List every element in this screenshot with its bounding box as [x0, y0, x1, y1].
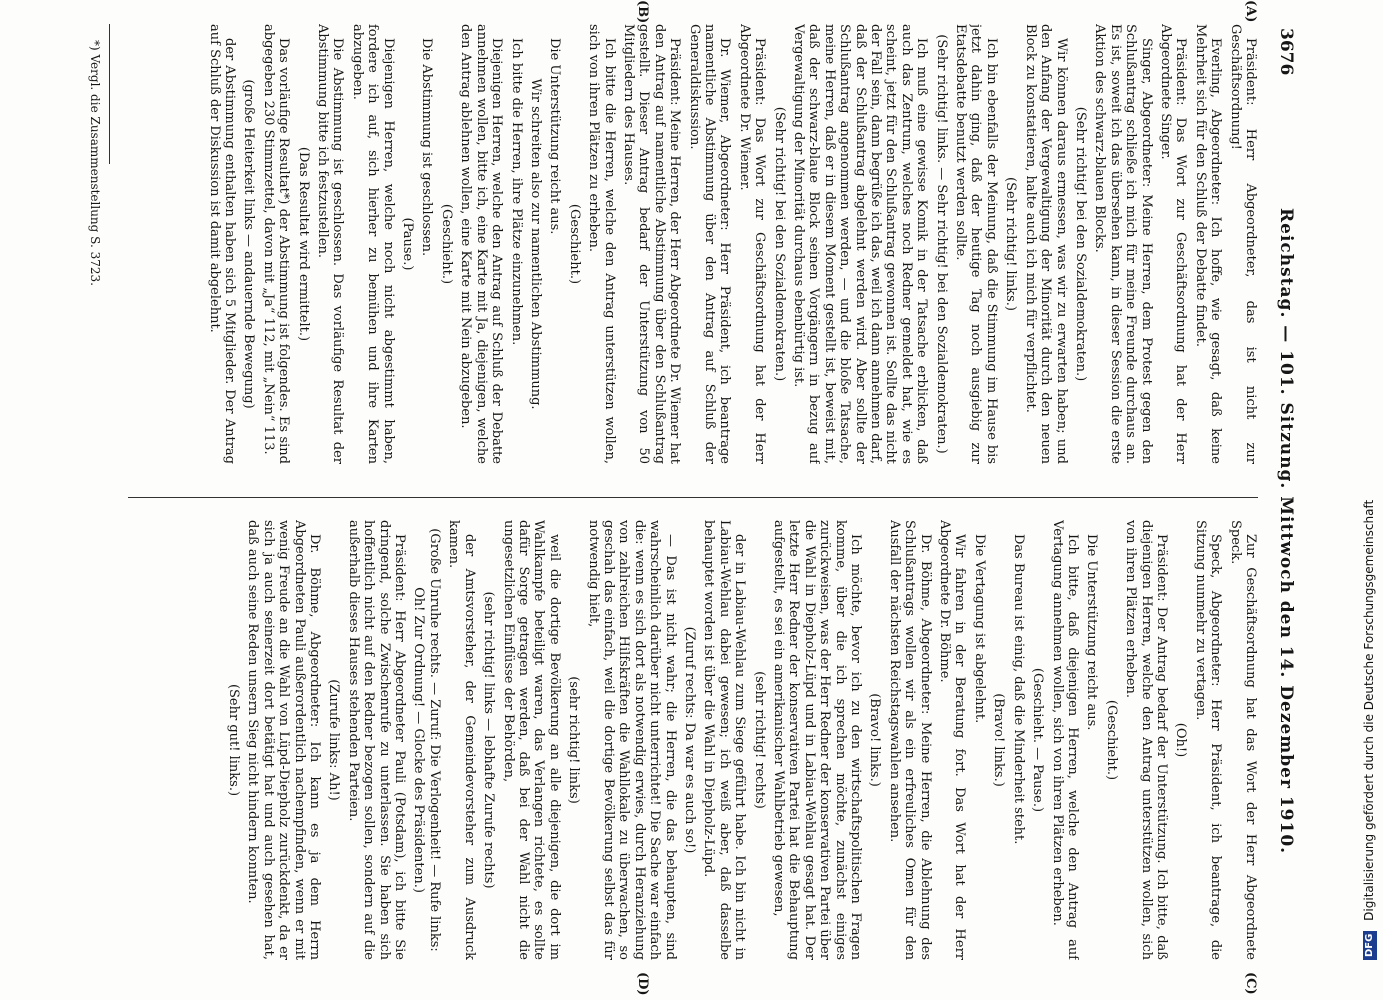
paragraph: (Das Resultat wird ermittelt.) [295, 146, 311, 342]
paragraph: Präsident: Das Wort zur Geschäftsordnung hat der Herr Abgeordnete Singer. [1157, 24, 1189, 464]
paragraph: Ich möchte, bevor ich zu den wirtschaftspolitischen Fragen komme, über die ich sprechen möchte, zunächst einiges zurückweisen, was der Herr Redner der konservativen Partei über die Wahl in Diepholz-Lüpd und in Labiau-Wehlau gesagt hat. Der letzte Herr Redner der konservativen Partei hat die Behauptung aufgestellt, es sei ein amerikanischer Wahlbetrieb gewesen, [771, 520, 864, 960]
paragraph: Ich bitte die Herren, ihre Plätze einzunehmen. [508, 38, 524, 346]
digitization-credit [1358, 0, 1380, 1000]
paragraph: Die Abstimmung ist geschlossen. Das vorläufige Resultat der Abstimmung bitte ich festzustellen. [315, 24, 346, 464]
paragraph: Die Unterstützung reicht aus. [1084, 534, 1100, 731]
paragraph: Ich bin ebenfalls der Meinung, daß die Stimmung im Hause bis jetzt dahin ging, daß der heutige Tag noch ausgiebig zur Etatsdebatte benutzt werden sollte. [953, 24, 999, 464]
paragraph: — Das ist nicht wahr; die Herren, die das behaupten, sind wahrscheinlich darüber nicht unterrichtet! Die Sache war einfach die: wenn es sich dort als notwendig erwies, durch Heranziehung von zahlreichen Hilfskräften die Wahllokale zu überwachen, so geschah das einfach, weil die dortige Bevölkerung selbst das für notwendig hielt, [585, 520, 678, 960]
column-divider [128, 497, 1258, 498]
right-column [118, 520, 1258, 960]
footnote: *) Vergl. die Zusammenstellung S. 3723. [88, 40, 102, 286]
footnote-divider [109, 24, 110, 164]
paragraph: (Zurufe links: Ah!) [326, 679, 342, 801]
paragraph: (sehr richtig! links — lebhafte Zurufe rechts) [481, 591, 497, 889]
paragraph: Dr. Böhme, Abgeordneter: Ich kann es ja dem Herrn Abgeordneten Pauli außerordentlich nachempfinden, wenn er mit wenig Freude an die Wahl von Lüpd-Diepholz zurückdenkt, da er sich ja auch seinerzeit dort betätigt hat und auch gesehen hat, daß auch seine Reden unsern Sieg nicht hindern konnten. [245, 520, 323, 960]
paragraph: (Sehr richtig! links. — Sehr richtig! bei den Sozialdemokraten.) [933, 34, 949, 454]
paragraph: Die Unterstützung reicht aus. [547, 38, 563, 235]
credit-text: Digitalisierung gefördert durch die Deutsche Forschungsgemeinschaft [1362, 499, 1376, 921]
paragraph: (Geschieht. — Pause.) [1030, 667, 1046, 813]
running-head [1270, 28, 1296, 972]
paragraph: Das Bureau ist einig, daß die Minderheit steht. [1010, 534, 1026, 845]
paragraph: Ich bitte, daß diejenigen Herren, welche den Antrag auf Vertagung annehmen wollen, sich von ihren Plätzen erheben. [1049, 520, 1080, 960]
paragraph: Zur Geschäftsordnung hat das Wort der Herr Abgeordnete Speck. [1227, 520, 1258, 960]
paragraph: der Amtsvorsteher, der Gemeindevorsteher zum Ausdruck kamen. [446, 520, 477, 960]
paragraph: (sehr richtig! links) [566, 676, 582, 804]
paragraph: (große Heiterkeit links — andauernde Bewegung) [241, 79, 257, 409]
page-title: Reichstag. — 101. Sitzung. Mittwoch den 14. Dezember 1910. [1276, 208, 1296, 855]
paragraph: Präsident: Meine Herren, der Herr Abgeordnete Dr. Wiemer hat den Antrag auf namentliche Abstimmung über den Schlußantrag gestellt. Dieser Antrag bedarf der Unterstützung von 50 Mitgliedern des Hauses. [620, 24, 683, 464]
paragraph: (Sehr richtig! bei den Sozialdemokraten.) [771, 106, 787, 382]
paragraph: (Geschieht.) [1103, 699, 1119, 781]
dfg-logo-icon: DFG [1363, 931, 1377, 960]
paragraph: (Große Unruhe rechts. — Zuruf: Die Verlogenheit! — Rufe links: Oh! Zur Ordnung! — Glocke des Präsidenten.) [411, 528, 442, 952]
paragraph: Das vorläufige Resultat*) der Abstimmung ist folgendes. Es sind abgegeben 230 Stimmzettel, davon mit „Ja“ 112, mit „Nein“ 113. [260, 24, 292, 464]
paragraph: Präsident: Der Antrag bedarf der Unterstützung. Ich bitte, daß diejenigen Herren, welche den Antrag unterstützen wollen, sich von ihren Plätzen erheben. [1123, 520, 1169, 960]
paragraph: Dr. Wiemer, Abgeordneter: Herr Präsident, ich beantrage namentliche Abstimmung über den Antrag auf Schluß der Generaldiskussion. [686, 24, 733, 464]
paragraph: der Abstimmung enthalten haben sich 5 Mitglieder. Der Antrag auf Schluß der Diskussion ist damit abgelehnt. [206, 24, 238, 464]
paragraph: Ich muß eine gewisse Komik in der Tatsache erblicken, daß auch das Zentrum, welches noch Redner gemeldet hat, wie es scheint, jetzt für den Schlußantrag gewonnen ist. Sollte das nicht der Fall sein, dann begrüße ich das, weil ich dann annehmen darf, daß der Schlußantrag abgelehnt werden wird. Aber sollte der Schlußantrag angenommen werden, — und die bloße Tatsache, meine Herren, daß er in diesem Moment gestellt ist, beweist mit, daß der schwarz-blaue Block seinen Vorgängern in bezug auf Vergewaltigung der Minorität durchaus ebenbürtig ist. [791, 24, 930, 464]
paragraph: Wir fahren in der Beratung fort. Das Wort hat der Herr Abgeordnete Dr. Böhme. [937, 520, 968, 960]
paragraph: Diejenigen Herren, welche den Antrag auf Schluß der Debatte annehmen wollen, bitte ich, eine Karte mit Ja, diejenigen, welche den Antrag ablehnen wollen, eine Karte mit Nein abzugeben. [458, 24, 505, 464]
paragraph: Präsident: Herr Abgeordneter, das ist nicht zur Geschäftsordnung! [1227, 24, 1258, 464]
left-column [118, 24, 1258, 464]
paragraph: (Zuruf rechts: Da war es auch so!) [682, 626, 697, 854]
paragraph: (sehr richtig! rechts) [751, 671, 767, 809]
margin-marker-b: (B) [635, 0, 650, 24]
margin-marker-a: (A) [1243, 0, 1258, 23]
paragraph: Präsident: Herr Abgeordneter Pauli (Potsdam), ich bitte Sie dringend, solche Zwischenrufe zu unterlassen. Sie haben sich hoffentlich nicht auf den Redner bezogen sollen, sondern auf die außerhalb dieses Hauses stehenden Parteien. [345, 520, 408, 960]
paragraph: Wir schreiten also zur namentlichen Abstimmung. [527, 78, 543, 410]
margin-marker-c: (C) [1243, 972, 1258, 995]
paragraph: Wir können daraus ermessen, was wir zu erwarten haben; und den Anfang der Vergewaltigung der Minorität durch den neuen Block zu konstatieren, halte auch ich mich für verpflichtet. [1022, 24, 1069, 464]
paragraph: (Geschieht.) [566, 203, 582, 285]
paragraph: Die Abstimmung ist geschlossen. [419, 38, 435, 257]
paragraph: (Sehr gut! links.) [226, 683, 242, 797]
paragraph: Everling, Abgeordneter: Ich hoffe, wie gesagt, daß keine Mehrheit sich für den Schluß der Debatte findet. [1192, 24, 1224, 464]
paragraph: (Bravo! links.) [867, 693, 883, 787]
paragraph: Speck, Abgeordneter: Herr Präsident, ich beantrage, die Sitzung nunmehr zu vertagen. [1192, 520, 1224, 960]
paragraph: Diejenigen Herren, welche noch nicht abgestimmt haben, fordere ich auf, sich hierher zu bemühen und ihre Karten abzugeben. [349, 24, 396, 464]
paragraph: (Sehr richtig! bei den Sozialdemokraten.) [1072, 106, 1088, 382]
paragraph: Die Vertagung ist abgelehnt. [971, 534, 987, 724]
paragraph: der in Labiau-Wehlau zum Siege geführt habe. Ich bin nicht in Labiau-Wehlau dabei gewesen; ich weiß aber, daß dasselbe behauptet worden ist über die Wahl in Diepholz-Lüpd. [701, 520, 748, 960]
paragraph: (Oh!) [1173, 722, 1189, 758]
paragraph: Ich bitte die Herren, welche den Antrag unterstützen wollen, sich von ihren Plätzen zu erheben. [586, 24, 617, 464]
paragraph: (Pause.) [400, 217, 416, 271]
paragraph: (Geschieht.) [438, 203, 454, 285]
paragraph: Präsident: Das Wort zur Geschäftsordnung hat der Herr Abgeordnete Dr. Wiemer. [736, 24, 768, 464]
paragraph: (Bravo! links.) [991, 693, 1007, 787]
rotated-sheet [10, 0, 1310, 1000]
paragraph: Singer, Abgeordneter: Meine Herren, dem Protest gegen den Schlußantrag schließe ich mich für meine Freunde durchaus an. Es ist, soweit ich das übersehen kann, in dieser Session die erste Aktion des schwarz-blauen Blocks. [1092, 24, 1154, 464]
paragraph: weil die dortige Bevölkerung an alle diejenigen, die dort im Wahlkampfe beteiligt waren, das Verlangen richtete, es sollte dafür Sorge getragen werden, daß bei der Wahl nicht die ungesetzlichen Einflüsse der Behörden, [500, 520, 562, 960]
paragraph: Dr. Böhme, Abgeordneter: Meine Herren, die Ablehnung des Schlußantrags wollen wir als ein erfreuliches Omen für den Ausfall der nächsten Reichstagswahlen ansehen. [886, 520, 933, 960]
page-number: 3676 [1276, 28, 1296, 76]
paragraph: (Sehr richtig! links.) [1003, 177, 1019, 311]
margin-marker-d: (D) [635, 972, 650, 996]
